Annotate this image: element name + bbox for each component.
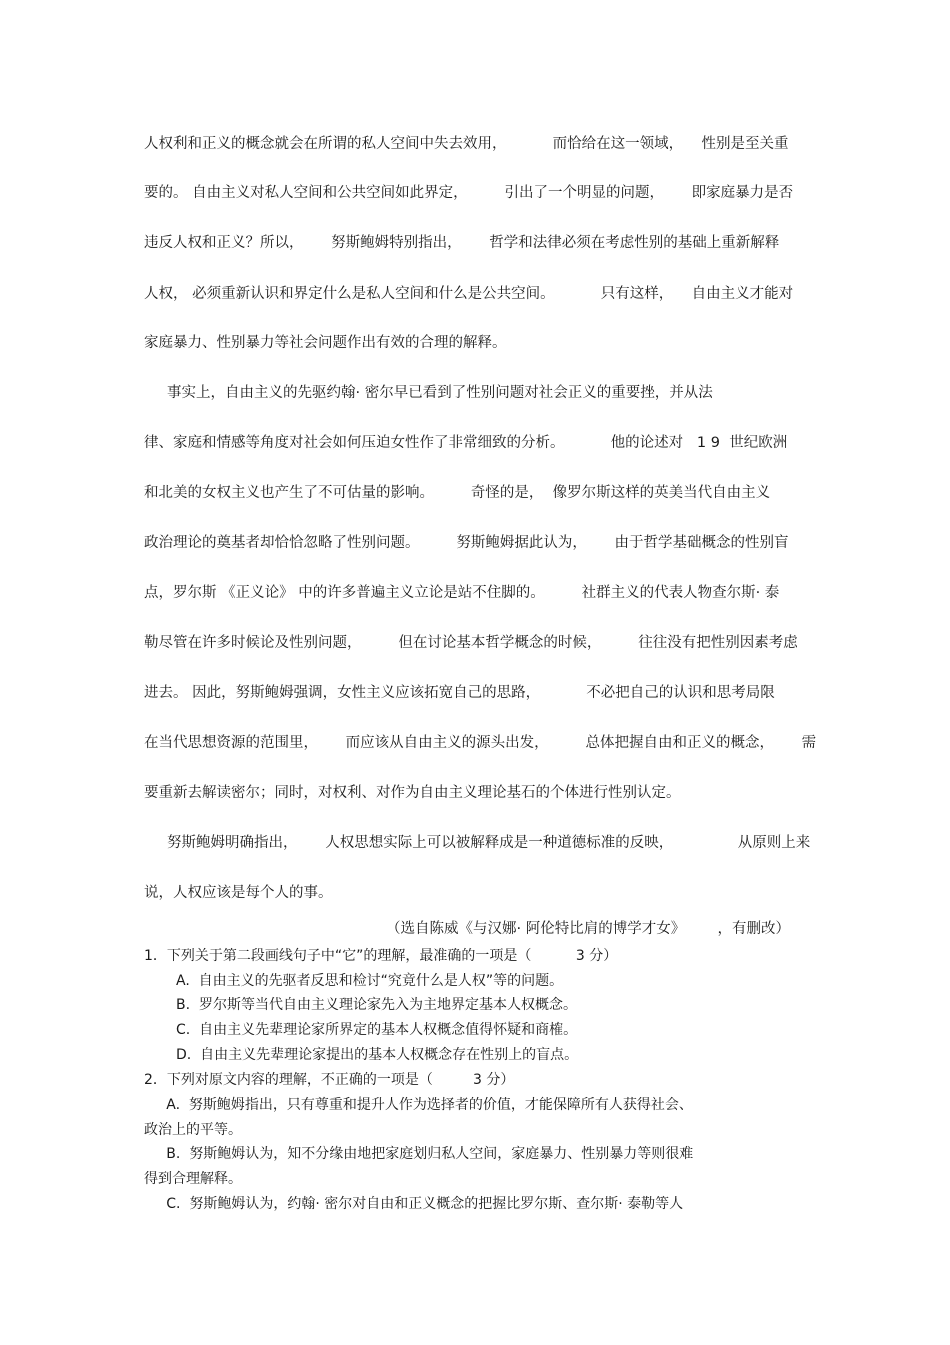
source-attribution: （选自陈威《与汉娜· 阿伦特比肩的博学才女》 ，有删改）	[386, 921, 790, 937]
para2-line-8: 在当代思想资源的范围里， 而应该从自由主义的源头出发， 总体把握自由和正义的概念， 需	[144, 735, 817, 751]
para2-line-1: 事实上，自由主义的先驱约翰· 密尔早已看到了性别问题对社会正义的重要挫，并从法	[144, 385, 713, 401]
para2-line-5: 点，罗尔斯 《正义论》 中的许多普遍主义立论是站不住脚的。 社群主义的代表人物查尔斯· 泰	[144, 585, 780, 601]
para2-line-6: 勒尽管在许多时候论及性别问题， 但在讨论基本哲学概念的时候， 往往没有把性别因素考虑	[144, 635, 798, 651]
para2-line-3: 和北美的女权主义也产生了不可估量的影响。 奇怪的是， 像罗尔斯这样的英美当代自由主义	[144, 485, 771, 501]
para2-line-2: 律、家庭和情感等角度对社会如何压迫女性作了非常细致的分析。 他的论述对 1 9 世纪欧洲	[144, 435, 788, 451]
para3-line-1: 努斯鲍姆明确指出， 人权思想实际上可以被解释成是一种道德标准的反映， 从原则上来	[144, 835, 811, 851]
para1-line-3: 违反人权和正义？所以， 努斯鲍姆特别指出， 哲学和法律必须在考虑性别的基础上重新解释	[144, 235, 780, 251]
question-1-option-a: A. 自由主义的先驱者反思和检讨“究竟什么是人权”等的问题。	[176, 973, 564, 989]
para1-line-2: 要的。 自由主义对私人空间和公共空间如此界定， 引出了一个明显的问题， 即家庭暴力是否	[144, 185, 794, 201]
question-2-line-4: 得到合理解释。	[144, 1171, 242, 1187]
question-1-option-b: B. 罗尔斯等当代自由主义理论家先入为主地界定基本人权概念。	[176, 997, 577, 1013]
para2-line-9: 要重新去解读密尔；同时，对权利、对作为自由主义理论基石的个体进行性别认定。	[144, 785, 681, 801]
para2-line-4: 政治理论的奠基者却恰恰忽略了性别问题。 努斯鲍姆据此认为， 由于哲学基础概念的性别盲	[144, 535, 789, 551]
para1-line-1: 人权利和正义的概念就会在所谓的私人空间中失去效用， 而恰给在这一领域， 性别是至关重	[144, 136, 789, 152]
para3-line-2: 说，人权应该是每个人的事。	[144, 885, 333, 901]
question-1-stem: 1．下列关于第二段画线句子中“它”的理解，最准确的一项是（ 3 分）	[144, 948, 618, 964]
question-2-line-2: 政治上的平等。	[144, 1122, 242, 1138]
para1-line-5: 家庭暴力、性别暴力等社会问题作出有效的合理的解释。	[144, 335, 507, 351]
question-2-line-1: A. 努斯鲍姆指出，只有尊重和提升人作为选择者的价值，才能保障所有人获得社会、	[144, 1097, 693, 1113]
question-1-option-c: C. 自由主义先辈理论家所界定的基本人权概念值得怀疑和商榷。	[176, 1022, 578, 1038]
para1-line-4: 人权， 必须重新认识和界定什么是私人空间和什么是公共空间。 只有这样， 自由主义才能对	[144, 286, 794, 302]
question-1-option-d: D. 自由主义先辈理论家提出的基本人权概念存在性别上的盲点。	[176, 1047, 579, 1063]
question-2-line-5: C. 努斯鲍姆认为，约翰· 密尔对自由和正义概念的把握比罗尔斯、查尔斯· 泰勒等人	[144, 1196, 684, 1212]
question-2-stem: 2．下列对原文内容的理解，不正确的一项是（ 3 分）	[144, 1072, 515, 1088]
para2-line-7: 进去。 因此，努斯鲍姆强调，女性主义应该拓宽自己的思路， 不必把自己的认识和思考局限	[144, 685, 775, 701]
question-2-line-3: B. 努斯鲍姆认为，知不分缘由地把家庭划归私人空间，家庭暴力、性别暴力等则很难	[144, 1146, 694, 1162]
